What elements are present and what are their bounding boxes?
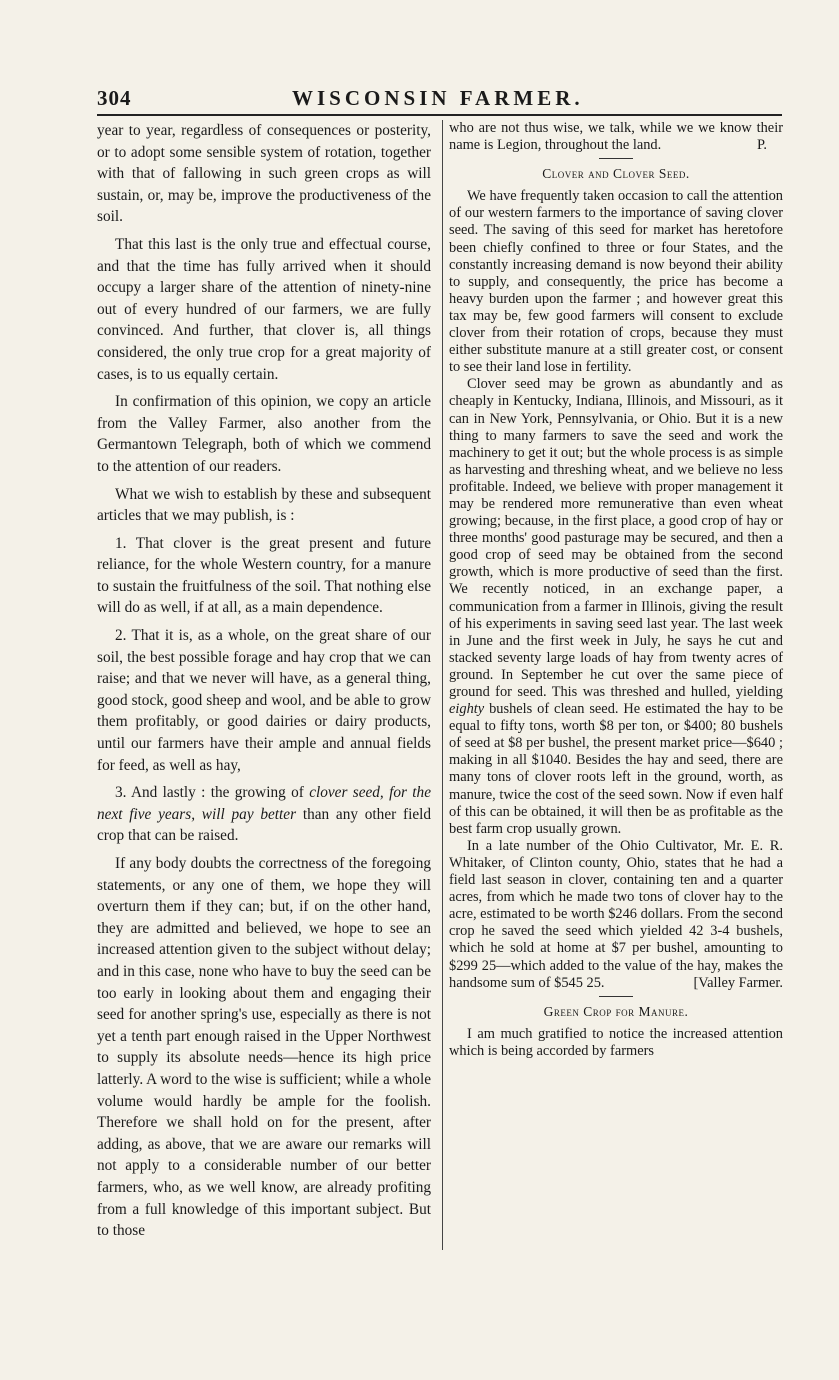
- paragraph: year to year, regardless of consequences or posterity, or to adopt some sensible system of rotation, together with that of fallowing in such green crops as will sustain, or, may be, improve the productiveness of the soil.: [97, 122, 431, 226]
- source-credit: [Valley Farmer.: [693, 974, 783, 991]
- text-run: bushels of clean seed. He estimated the hay to be equal to fifty tons, worth $8 per ton, or $400; 80 bushels of seed at $8 per bushel, the present market price—$640 ; making in all $1040. Besides the hay and seed, there are many tons of clover roots left in the ground, worth, as manure, twice the cost of the seed sown. Now if even half of this can be obtained, it will then be as profitable as the best farm crop usually grown.: [449, 701, 783, 837]
- left-column: [97, 120, 431, 1242]
- paragraph: That this last is the only true and effectual course, and that the time has fully arrived when it should occupy a larger share of the attention of ninety-nine out of every hundred of our farmers, we are fully convinced. And further, that clover is, all things considered, the only true crop for a great majority of cases, is to us equally certain.: [97, 235, 431, 383]
- paragraph: In confirmation of this opinion, we copy an article from the Valley Farmer, also another from the Germantown Telegraph, both of which we commend to the attention of our readers.: [97, 393, 431, 475]
- paragraph: [449, 838, 783, 992]
- italic-text: eighty: [449, 701, 485, 718]
- list-item: [97, 782, 431, 847]
- column-divider: [442, 120, 443, 1250]
- paragraph: I am much gratified to notice the increased attention which is being accorded by farmers: [449, 1025, 783, 1059]
- paragraph: We have frequently taken occasion to call the attention of our western farmers to the importance of saving clover seed. The saving of this seed for market has heretofore been chiefly confined to three or four States, and the constantly increasing demand is now beyond their ability to supply, and consequently, the price has become a heavy burden upon the farmer ; and however great this tax may be, few good farmers will consent to exclude clover from their rotation of crops, because they must either substitute manure at a still greater cost, or consent to see their land lose in fertility.: [449, 188, 783, 376]
- running-title: WISCONSIN FARMER.: [292, 86, 584, 110]
- article-heading: Clover and Clover Seed.: [542, 166, 690, 182]
- signature: P.: [756, 137, 767, 154]
- text-run: who are not thus wise, we talk, while we we know their name is Legion, throughout the land.: [449, 120, 783, 154]
- text-run: In a late number of the Ohio Cultivator, Mr. E. R. Whitaker, of Clinton county, Ohio, states that he had a field last season in clover, containing ten and a quarter acres, from which he made two tons of clover hay to the acre, estimated to be worth $246 dollars. From the second crop he saved the seed which yielded 42 3-4 bushels, which he sold at home at $7 per bushel, amounting to $299 25—which added to the value of the hay, makes the handsome sum of $545 25.: [449, 837, 783, 991]
- section-rule: [599, 158, 633, 159]
- page-number: 304: [97, 86, 132, 110]
- text-run: 3. And lastly : the growing of: [115, 784, 310, 802]
- text-run: Clover seed may be grown as abundantly and as cheaply in Kentucky, Indiana, Illinois, and Missouri, as it can in New York, Pennsylvania, or Ohio. But it is a new thing to many farmers to save the seed and work the machinery to get it out; but the whole process is as simple as harvesting and threshing wheat, and we believe no less profitable. Indeed, we believe with proper management it may be rendered more remunerative than even wheat growing; because, in the first place, a good crop of hay or three months' good pasturage may be secured, and then a good crop of seed may be obtained from the second growth, which is more productive of seed than the first. We recently noticed, in an exchange paper, a communication from a farmer in Illinois, giving the result of his experiments in saving seed last year. The last week in June and the first week in July, he says he cut and stacked seventy large loads of hay from twenty acres of ground. In September he cut over the same piece of ground for seed. This was threshed and hulled, yielding: [449, 376, 783, 700]
- text-run: than any other field crop that can be raised.: [97, 805, 432, 845]
- italic-text: clover seed, for the next five years, will pay better: [97, 784, 431, 823]
- paragraph: [449, 120, 783, 154]
- section-rule: [599, 996, 633, 997]
- list-item: 1. That clover is the great present and future reliance, for the whole Western country, for a manure to sustain the fruitfulness of the soil. That nothing else will do as well, if at all, as a main dependence.: [97, 534, 431, 617]
- right-column: [449, 120, 783, 1060]
- list-item: 2. That it is, as a whole, on the great share of our soil, the best possible forage and hay crop that we can raise; and that we never will have, as a general thing, good stock, good sheep and wool, and be able to grow them profitably, or good dairies or dairy products, until our farmers have their ample and annual fields for feed, as well as hay,: [97, 627, 431, 774]
- paragraph: If any body doubts the correctness of the foregoing statements, or any one of them, we hope they will overturn them if they can; but, if on the other hand, they are admitted and believed, we hope to see an increased attention given to the subject without delay; and in this case, none who have to buy the seed can be too early in looking about them and engaging their seed for another spring's use, especially as there is not yet a tenth part enough raised in the Upper Northwest to supply its absolute needs—hence its high price latterly. A word to the wise is sufficient; while a whole volume would hardly be ample for the foolish. Therefore we shall hold on for the present, after adding, as above, that we are aware our remarks will not apply to a considerable number of our better farmers, who, as we well know, are already profiting from a full knowledge of this important subject. But to those: [97, 855, 431, 1240]
- header-rule: [97, 114, 782, 116]
- paragraph: [449, 376, 783, 838]
- paragraph: What we wish to establish by these and subsequent articles that we may publish, is :: [97, 485, 431, 525]
- article-heading: Green Crop for Manure.: [543, 1003, 689, 1019]
